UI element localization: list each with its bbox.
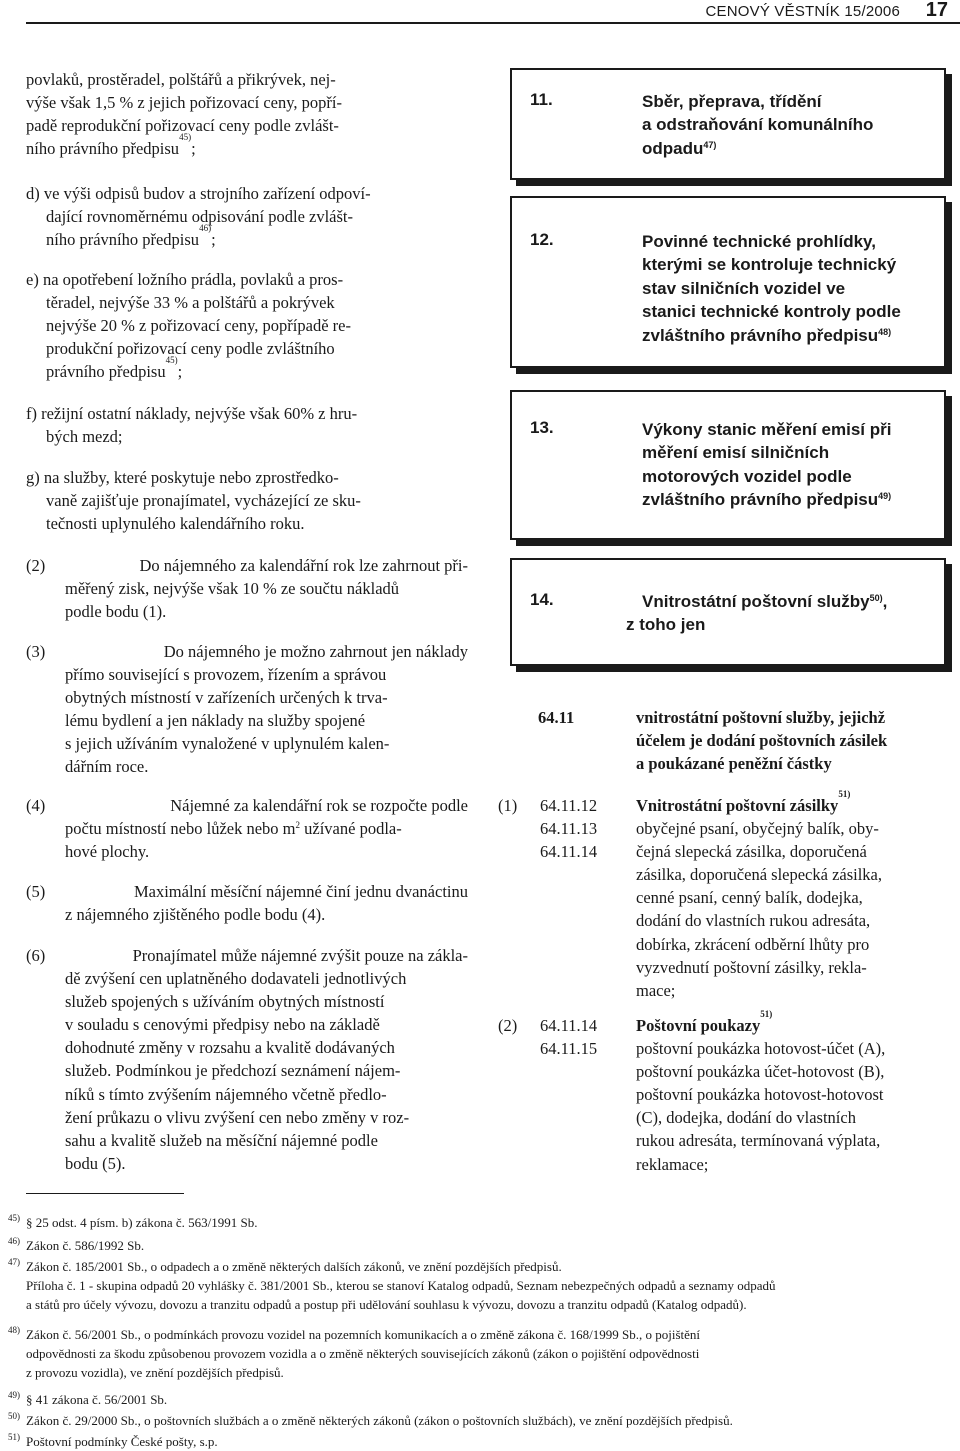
group-title: Vnitrostátní poštovní zásilky 51) (636, 794, 956, 817)
section-title: Povinné technické prohlídky, kterými se kontroluje technický stav silničních vozidel ve stanici technické kontroly podle zvláštního právního předpisu$^{48)}$ (642, 232, 901, 345)
item-f (26, 402, 468, 448)
footnote-rule (26, 1193, 184, 1194)
section-number: 12. (530, 230, 554, 249)
group-1-codes (540, 794, 597, 863)
footnote-ref: 49) (878, 491, 892, 502)
footnote-ref: 51) (838, 789, 851, 799)
text-line: hové plochy. (65, 842, 150, 862)
section-title: Sběr, přeprava, třídění a odstraňování komunálního odpadu$^{47)}$ (642, 92, 874, 158)
text-line: účelem je dodání poštovních zásilek (636, 731, 888, 751)
footnote-48: 48) Zákon č. 56/2001 Sb., o podmínkách provozu vozidel na pozemních komunikacích a o změně zákona č. 168/1999 Sb., o pojištění odpovědnosti za škodu způsobenou provozem vozidla a o změně některých souvisejících zákonů (zákon o pojištění odpovědnosti z provozu vozidla), ve znění pozdějších předpisů. (8, 1325, 701, 1380)
text-line: níků s tímto zvýšením nájemného včetně předlo- (65, 1084, 387, 1104)
group-2-codes (540, 1014, 597, 1060)
text-line: (4) Nájemné za kalendářní rok se rozpočte podle (26, 796, 468, 815)
text-line: padě reprodukční pořizovací ceny podle zvlášt- (26, 116, 339, 136)
text-line: reklamace; (636, 1154, 709, 1174)
text-line: právního předpisu 45) ; (26, 360, 468, 383)
text-line: s jejich užíváním vynaložené v uplynulém kalen- (65, 734, 390, 754)
intro-paragraph (26, 68, 468, 160)
text-line: poštovní poukázka účet-hotovost (B), (636, 1062, 885, 1082)
text-line: (3) Do nájemného je možno zahrnout jen náklady (26, 642, 468, 661)
text-line: rukou adresáta, termínovaná výplata, (636, 1131, 881, 1151)
footnote-ref: 46) (199, 223, 212, 234)
text-line: dohodnuté změny v rozsahu a kvalitě dodávaných (65, 1038, 395, 1058)
text-line: produkční pořizovací ceny podle zvláštního (46, 339, 335, 359)
paragraph-3 (26, 640, 468, 779)
text-line: obytných místností v zařízeních určených k trva- (65, 688, 388, 708)
text-line: f) režijní ostatní náklady, nejvýše však 60% z hru- (26, 404, 358, 423)
text-line: ního právního předpisu 45) ; (26, 137, 468, 160)
footnote-49: 49) § 41 zákona č. 56/2001 Sb. (8, 1390, 168, 1407)
text-line: přímo související s provozem, řízením a správou (65, 665, 387, 685)
group-2-list (636, 1009, 956, 1176)
section-title: Vnitrostátní poštovní služby$^{50)}$, (642, 592, 888, 611)
group-1-mark: (1) (498, 796, 518, 815)
text-line: (2) Do nájemného za kalendářní rok lze zahrnout při- (26, 556, 468, 575)
text-line: povlaků, prostěradel, polštářů a přikrývek, nej- (26, 70, 336, 89)
section-box-12 (510, 196, 946, 368)
text-line: dářním roce. (65, 757, 149, 777)
footnote-45: 45) § 25 odst. 4 písm. b) zákona č. 563/1991 Sb. (8, 1213, 258, 1230)
section-number: 11. (530, 90, 553, 109)
text-line: a poukázané peněžní částky (636, 754, 832, 774)
group-1-list (636, 789, 956, 1002)
section-title: Výkony stanic měření emisí při měření emisí silničních motorových vozidel podle zvláštního právního předpisu$^{49)}$ (642, 420, 892, 510)
item-g (26, 466, 468, 535)
footnote-50: 50) Zákon č. 29/2000 Sb., o poštovních službách a o změně některých zákonů (zákon o poštovních službách), ve znění pozdějších předpisů. (8, 1411, 733, 1428)
superscript: 2 (295, 820, 301, 831)
text-line: dě zvýšení cen uplatněného dodavateli jednotlivých (65, 969, 407, 989)
text-line: tečnosti uplynulého kalendářního roku. (46, 514, 305, 534)
footnote-ref: 47) (703, 139, 717, 150)
footnote-ref: 50) (869, 593, 883, 603)
text-line: bých mezd; (46, 427, 123, 447)
section-subtitle: z toho jen (626, 615, 706, 634)
code: 64.11.14 (540, 1016, 598, 1035)
journal-title: CENOVÝ VĚSTNÍK 15/2006 (705, 3, 900, 20)
section-box-14 (510, 558, 946, 666)
text-line: dající rovnoměrnému odpisování podle zvlášt- (46, 207, 354, 227)
text-line: vaně zajišťuje pronajímatel, vycházející ze sku- (46, 491, 361, 511)
code: 64.11.13 (540, 819, 598, 839)
text-line: (6) Pronajímatel může nájemné zvýšit pouze na zákla- (26, 946, 468, 965)
text-line: (5) Maximální měsíční nájemné činí jednu dvanáctinu (26, 882, 468, 901)
paragraph-6 (26, 944, 468, 1175)
section-number: 13. (530, 418, 554, 437)
text-line: g) na služby, které poskytuje nebo zprostředko- (26, 468, 339, 487)
code: 64.11.15 (540, 1039, 598, 1059)
group-title: Poštovní poukazy 51) (636, 1014, 956, 1037)
text-line: obyčejné psaní, obyčejný balík, oby- (636, 819, 879, 839)
code: 64.11.12 (540, 796, 598, 815)
text-line: nejvýše 20 % z pořizovací ceny, popřípadě re- (46, 316, 351, 336)
section-number: 14. (530, 590, 554, 609)
text-line: zásilka, doporučená slepecká zásilka, (636, 865, 883, 885)
text-line: podle bodu (1). (65, 602, 167, 622)
footnote-47: 47) Zákon č. 185/2001 Sb., o odpadech a o změně některých dalších zákonů, ve znění pozdějších předpisů. Příloha č. 1 - skupina odpadů 20 vyhlášky č. 381/2001 Sb., kterou se stanoví Katalog odpadů, Seznam nebezpečných odpadů a seznamy odpadů a států pro účely vývozu, dovozu a tranzitu odpadů a postup při udělování souhlasu k vývozu, dovozu a tranzitu odpadů (Katalog odpadů). (8, 1257, 776, 1312)
text-line: těradel, nejvýše 33 % a polštářů a pokrývek (46, 293, 335, 313)
text-line: z nájemného zjištěného podle bodu (4). (65, 905, 326, 925)
text-line: poštovní poukázka hotovost-účet (A), (636, 1039, 886, 1059)
text-line: dodání do vlastních rukou adresáta, (636, 911, 871, 931)
text-line: čejná slepecká zásilka, doporučená (636, 842, 867, 862)
text-line: cenné psaní, cenný balík, dodejka, (636, 888, 863, 908)
code: 64.11.14 (540, 842, 598, 862)
text-line: e) na opotřebení ložního prádla, povlaků a pros- (26, 270, 344, 289)
section-box-13 (510, 390, 946, 540)
text-line: poštovní poukázka hotovost-hotovost (636, 1085, 884, 1105)
section-box-11 (510, 68, 946, 180)
page-header (0, 0, 960, 24)
footnote-46: 46) Zákon č. 586/1992 Sb. (8, 1236, 145, 1253)
footnote-51: 51) Poštovní podmínky České pošty, s.p. (8, 1432, 218, 1449)
code-64-11: 64.11 (538, 708, 575, 727)
text-line: vnitrostátní poštovní služby, jejichž (636, 708, 886, 727)
text-line: výše však 1,5 % z jejich pořizovací ceny, popří- (26, 93, 342, 113)
text-line: bodu (5). (65, 1153, 126, 1173)
text-line: d) ve výši odpisů budov a strojního zařízení odpoví- (26, 184, 371, 203)
text-line: měřený zisk, nejvýše však 10 % ze součtu nákladů (65, 579, 400, 599)
footnote-ref: 48) (878, 326, 892, 337)
paragraph-2 (26, 554, 468, 623)
text-line: žení průkazu o vlivu zvýšení cen nebo změny v roz- (65, 1107, 410, 1127)
footnote-ref: 45) (165, 355, 178, 366)
text-line: mace; (636, 980, 676, 1000)
group-2-mark: (2) (498, 1016, 518, 1035)
paragraph-5 (26, 880, 468, 926)
text-line: dobírka, zkrácení odběrní lhůty pro (636, 934, 870, 954)
text-line: (C), dodejka, dodání do vlastních (636, 1108, 856, 1128)
code-64-11-title (636, 706, 956, 775)
footnote-ref: 45) (179, 132, 192, 143)
page-number: 17 (925, 0, 948, 21)
item-d (26, 182, 468, 251)
text-line: sahu a kvalitě služeb na měsíční nájemné podle (65, 1130, 378, 1150)
text-line: služeb. Podmínkou je předchozí seznámení nájem- (65, 1061, 401, 1081)
footnote-ref: 51) (760, 1009, 773, 1019)
text-line: lému bydlení a jen náklady na služby spojené (65, 711, 366, 731)
text-line: v souladu s cenovými předpisy nebo na základě (65, 1015, 380, 1035)
text-line: vyzvednutí poštovní zásilky, rekla- (636, 957, 867, 977)
paragraph-4 (26, 794, 468, 863)
text-line: ního právního předpisu 46) ; (26, 228, 468, 251)
item-e (26, 268, 468, 383)
text-line: počtu místností nebo lůžek nebo $m^2$ užívané podla- (65, 819, 402, 839)
text-line: služeb spojených s užíváním obytných místností (65, 992, 385, 1012)
